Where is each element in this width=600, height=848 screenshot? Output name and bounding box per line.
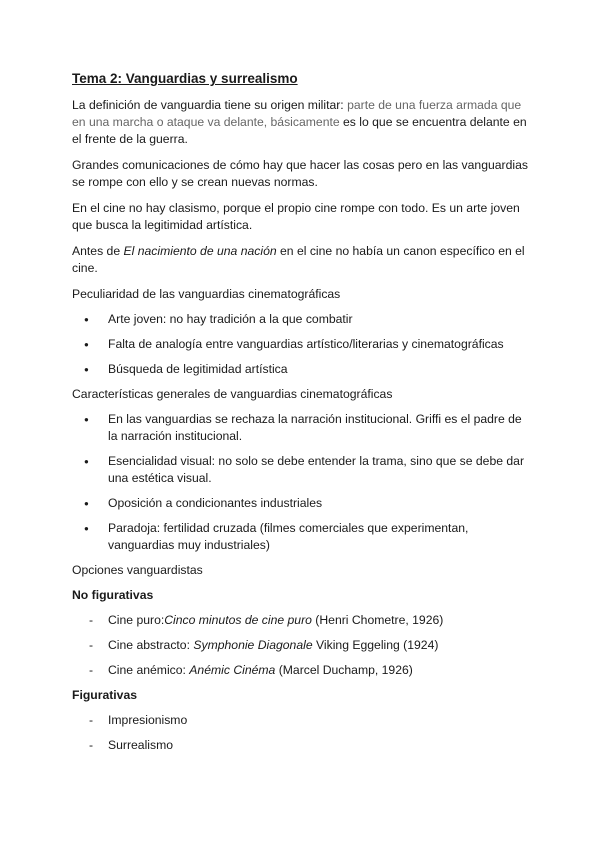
no-figurativas-heading: No figurativas [72, 588, 154, 602]
item-film-title: Anémic Cinéma [189, 663, 276, 677]
paragraph-comunicaciones: Grandes comunicaciones de cómo hay que hacer las cosas pero en las vanguardias se rompe con ello y se crean nuevas normas. [72, 158, 528, 189]
item-suffix: Viking Eggeling (1924) [312, 638, 439, 652]
nacimiento-start: Antes de [72, 244, 124, 258]
list-item [72, 612, 528, 629]
caracteristicas-list [72, 411, 528, 554]
list-item: - Surrealismo [72, 737, 528, 754]
list-item: ● Esencialidad visual: no solo se debe entender la trama, sino que se debe dar una estética visual. [72, 453, 528, 487]
item-suffix: (Henri Chometre, 1926) [311, 613, 444, 627]
item-film-title: Cinco minutos de cine puro [164, 613, 312, 627]
list-item: ● Arte joven: no hay tradición a la que combatir [72, 311, 528, 328]
item-prefix: Cine anémico: [108, 663, 190, 677]
no-figurativas-list [72, 612, 528, 679]
document-title: Tema 2: Vanguardias y surrealismo [72, 71, 298, 86]
paragraph-definition [72, 97, 528, 148]
list-item: ● En las vanguardias se rechaza la narración institucional. Griffi es el padre de la narración institucional. [72, 411, 528, 445]
document-page [72, 70, 528, 762]
figurativas-list [72, 712, 528, 754]
item-film-title: Symphonie Diagonale [193, 638, 313, 652]
item-prefix: Cine abstracto: [108, 638, 194, 652]
peculiaridad-list [72, 311, 528, 378]
definition-end: es lo que se encuentra delante en el frente de la guerra. [72, 115, 527, 146]
list-item [72, 637, 528, 654]
list-item [72, 662, 528, 679]
item-suffix: (Marcel Duchamp, 1926) [275, 663, 413, 677]
definition-quote: parte de una fuerza armada que en una marcha o ataque va delante, básicamente [72, 98, 522, 129]
figurativas-heading: Figurativas [72, 688, 138, 702]
peculiaridad-heading: Peculiaridad de las vanguardias cinematográficas [72, 287, 341, 301]
list-item: - Impresionismo [72, 712, 528, 729]
list-item: ● Oposición a condicionantes industriales [72, 495, 528, 512]
caracteristicas-heading: Características generales de vanguardias cinematográficas [72, 387, 393, 401]
nacimiento-film-title: El nacimiento de una nación [123, 244, 277, 258]
nacimiento-end: en el cine no había un canon específico en el cine. [72, 244, 525, 275]
list-item: ● Búsqueda de legitimidad artística [72, 361, 528, 378]
paragraph-cine-clasismo: En el cine no hay clasismo, porque el propio cine rompe con todo. Es un arte joven que busca la legitimidad artística. [72, 201, 520, 232]
item-prefix: Cine puro: [108, 613, 165, 627]
opciones-heading: Opciones vanguardistas [72, 563, 203, 577]
list-item: ● Paradoja: fertilidad cruzada (filmes comerciales que experimentan, vanguardias muy industriales) [72, 520, 528, 554]
definition-start: La definición de vanguardia tiene su origen militar: [72, 98, 348, 112]
paragraph-nacimiento [72, 243, 528, 277]
list-item: ● Falta de analogía entre vanguardias artístico/literarias y cinematográficas [72, 336, 528, 353]
